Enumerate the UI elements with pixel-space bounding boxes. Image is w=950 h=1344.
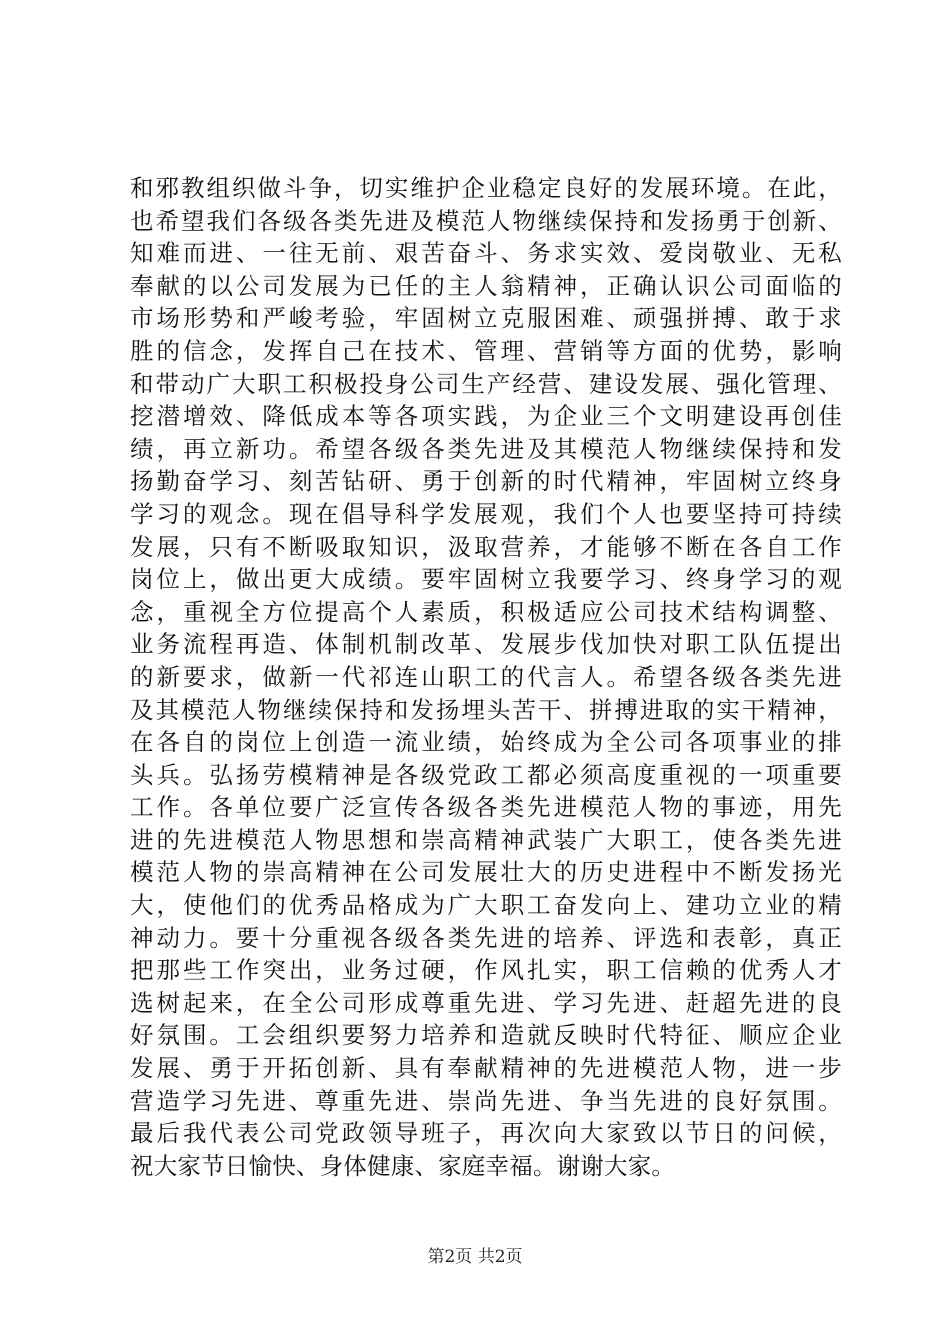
document-body bbox=[130, 172, 842, 1182]
text-line: 最后我代表公司党政领导班子，再次向大家致以节日的问候， bbox=[130, 1119, 842, 1148]
text-line: 好氛围。工会组织要努力培养和造就反映时代特征、顺应企业 bbox=[130, 1021, 842, 1050]
text-line: 模范人物的崇高精神在公司发展壮大的历史进程中不断发扬光 bbox=[130, 858, 842, 887]
text-line: 在各自的岗位上创造一流业绩，始终成为全公司各项事业的排 bbox=[130, 728, 842, 757]
text-line: 的新要求，做新一代祁连山职工的代言人。希望各级各类先进 bbox=[130, 662, 842, 691]
text-line: 把那些工作突出，业务过硬，作风扎实，职工信赖的优秀人才 bbox=[130, 956, 842, 985]
text-line: 学习的观念。现在倡导科学发展观，我们个人也要坚持可持续 bbox=[130, 499, 842, 528]
text-line: 市场形势和严峻考验，牢固树立克服困难、顽强拼搏、敢于求 bbox=[130, 304, 842, 333]
text-line: 扬勤奋学习、刻苦钻研、勇于创新的时代精神，牢固树立终身 bbox=[130, 467, 842, 496]
text-line: 大，使他们的优秀品格成为广大职工奋发向上、建功立业的精 bbox=[130, 891, 842, 920]
text-line: 奉献的以公司发展为已任的主人翁精神，正确认识公司面临的 bbox=[130, 271, 842, 300]
text-line: 知难而进、一往无前、艰苦奋斗、务求实效、爱岗敬业、无私 bbox=[130, 239, 842, 268]
text-line: 选树起来，在全公司形成尊重先进、学习先进、赶超先进的良 bbox=[130, 988, 842, 1017]
text-line: 和带动广大职工积极投身公司生产经营、建设发展、强化管理、 bbox=[130, 369, 842, 398]
text-line: 工作。各单位要广泛宣传各级各类先进模范人物的事迹，用先 bbox=[130, 793, 842, 822]
text-line: 发展，只有不断吸取知识，汲取营养，才能够不断在各自工作 bbox=[130, 532, 842, 561]
text-line: 进的先进模范人物思想和崇高精神武装广大职工，使各类先进 bbox=[130, 825, 842, 854]
text-line-last: 祝大家节日愉快、身体健康、家庭幸福。谢谢大家。 bbox=[130, 1151, 676, 1180]
text-line: 挖潜增效、降低成本等各项实践，为企业三个文明建设再创佳 bbox=[130, 402, 842, 431]
text-line: 绩，再立新功。希望各级各类先进及其模范人物继续保持和发 bbox=[130, 434, 842, 463]
page-number-footer: 第2页 共2页 bbox=[427, 1247, 523, 1267]
text-line: 发展、勇于开拓创新、具有奉献精神的先进模范人物，进一步 bbox=[130, 1054, 842, 1083]
text-line: 岗位上，做出更大成绩。要牢固树立我要学习、终身学习的观 bbox=[130, 565, 842, 594]
text-line: 及其模范人物继续保持和发扬埋头苦干、拼搏进取的实干精神， bbox=[130, 695, 842, 724]
text-line: 神动力。要十分重视各级各类先进的培养、评选和表彰，真正 bbox=[130, 923, 842, 952]
text-line: 也希望我们各级各类先进及模范人物继续保持和发扬勇于创新、 bbox=[130, 206, 842, 235]
text-line: 和邪教组织做斗争，切实维护企业稳定良好的发展环境。在此， bbox=[130, 174, 842, 202]
text-line: 业务流程再造、体制机制改革、发展步伐加快对职工队伍提出 bbox=[130, 630, 842, 659]
text-line: 营造学习先进、尊重先进、崇尚先进、争当先进的良好氛围。 bbox=[130, 1086, 842, 1115]
text-line: 念，重视全方位提高个人素质，积极适应公司技术结构调整、 bbox=[130, 597, 842, 626]
text-line: 胜的信念，发挥自己在技术、管理、营销等方面的优势，影响 bbox=[130, 336, 842, 365]
text-line: 头兵。弘扬劳模精神是各级党政工都必须高度重视的一项重要 bbox=[130, 760, 842, 789]
